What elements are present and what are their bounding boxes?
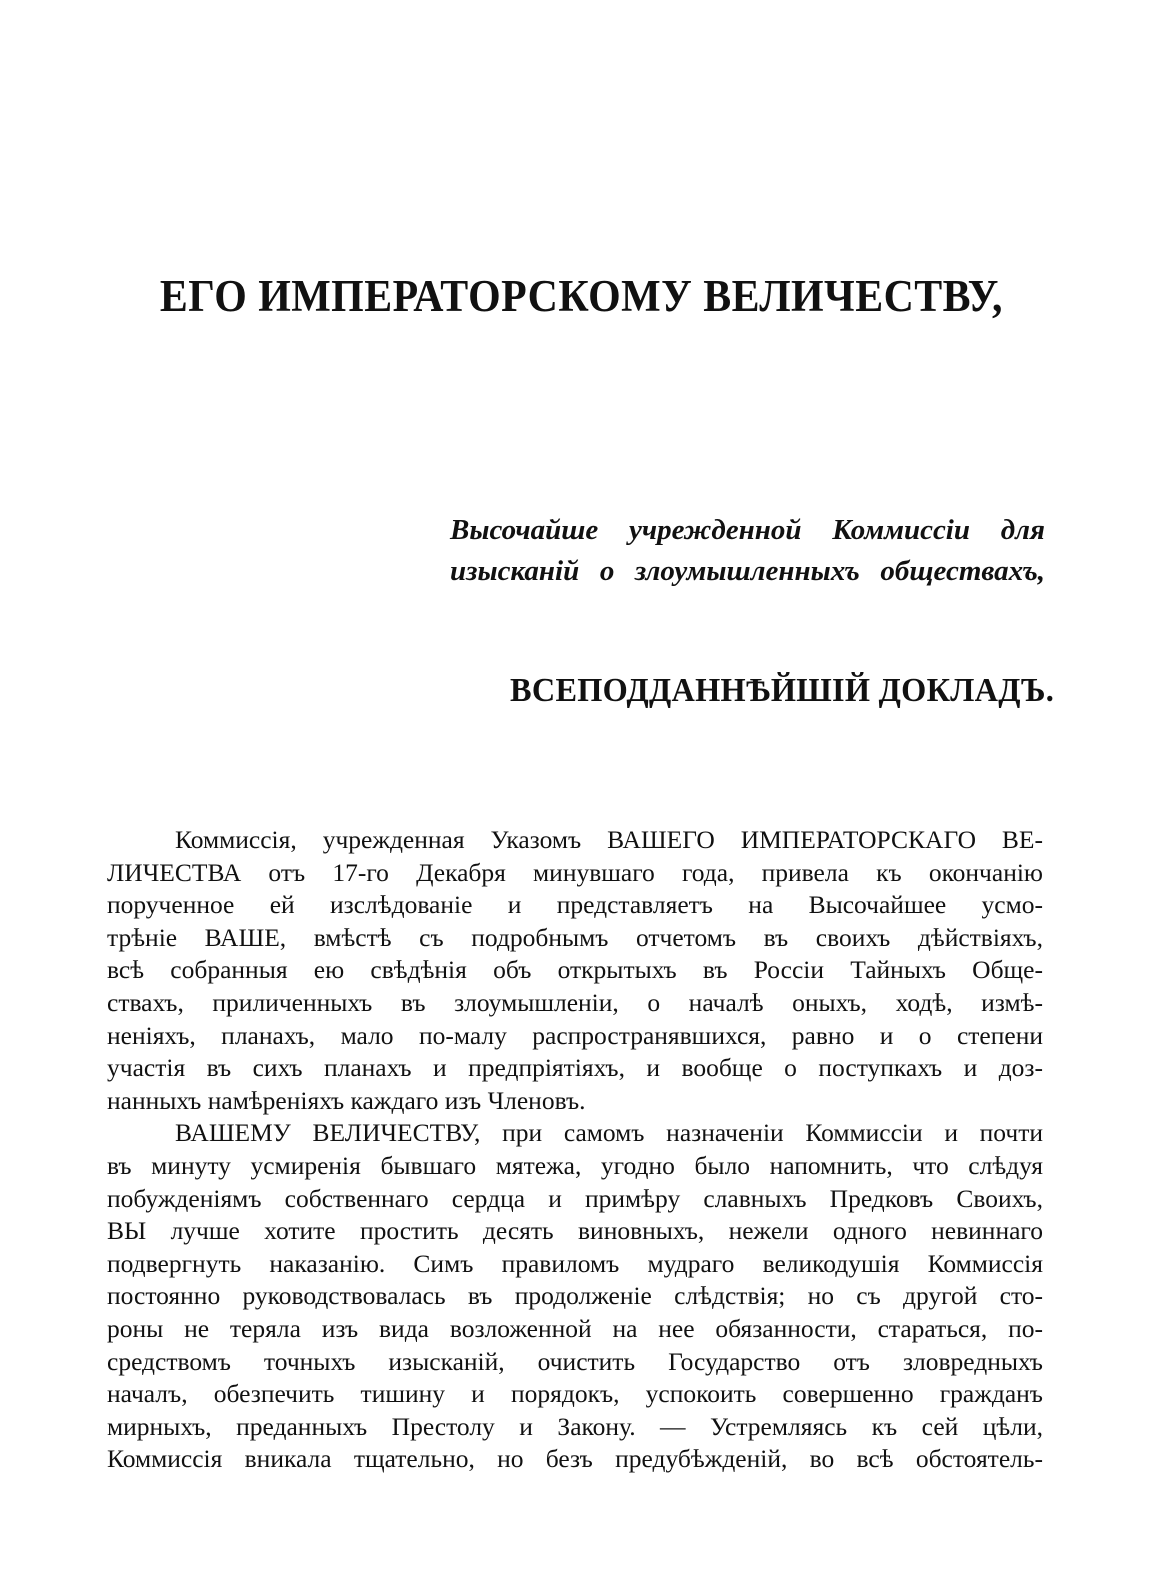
paragraph-1-line: ствахъ, приличенныхъ въ злоумышленіи, о началѣ оныхъ, ходѣ, измѣ-: [107, 987, 1043, 1017]
dedication-heading: ЕГО ИМПЕРАТОРСКОМУ ВЕЛИЧЕСТВУ,: [159, 271, 1003, 321]
paragraph-2-line: Коммиссія вникала тщательно, но безъ предубѣжденій, во всѣ обстоятель-: [107, 1444, 1043, 1474]
report-title: ВСЕПОДДАННѢЙШІЙ ДОКЛАДЪ.: [510, 672, 1055, 709]
paragraph-1-line: Коммиссія, учрежденная Указомъ ВАШЕГО ИМПЕРАТОРСКАГО ВЕ-: [175, 825, 1043, 854]
commission-line-2: изысканій о злоумышленныхъ обществахъ,: [450, 555, 1045, 587]
paragraph-2-line: ВАШЕМУ ВЕЛИЧЕСТВУ, при самомъ назначеніи Коммиссіи и почти: [175, 1118, 1043, 1148]
body-text: [107, 824, 1043, 1476]
paragraph-1-line: нанныхъ намѣреніяхъ каждаго изъ Членовъ.: [107, 1085, 586, 1115]
paragraph-2-line: средствомъ точныхъ изысканій, очистить Государство отъ зловредныхъ: [107, 1346, 1043, 1376]
paragraph-2-line: въ минуту усмиренія бывшаго мятежа, угодно было напомнить, что слѣдуя: [107, 1150, 1043, 1180]
paragraph-2-line: подвергнуть наказанію. Симъ правиломъ мудраго великодушія Коммиссія: [107, 1248, 1043, 1278]
paragraph-2-line: побужденіямъ собственнаго сердца и примѣру славныхъ Предковъ Своихъ,: [107, 1183, 1043, 1213]
paragraph-2-line: постоянно руководствовалась въ продолженіе слѣдствія; но съ другой сто-: [107, 1281, 1043, 1311]
paragraph-1-line: трѣніе ВАШЕ, вмѣстѣ съ подробнымъ отчетомъ въ своихъ дѣйствіяхъ,: [107, 922, 1043, 952]
commission-subtitle: [450, 510, 1045, 592]
paragraph-1-line: участія въ сихъ планахъ и предпріятіяхъ, и вообще о поступкахъ и доз-: [107, 1053, 1043, 1083]
paragraph-2-line: началъ, обезпечить тишину и порядокъ, успокоить совершенно гражданъ: [107, 1379, 1043, 1409]
paragraph-1-line: ЛИЧЕСТВА отъ 17-го Декабря минувшаго года, привела къ окончанію: [107, 857, 1043, 887]
paragraph-1-line: всѣ собранныя ею свѣдѣнія объ открытыхъ въ Россіи Тайныхъ Обще-: [107, 955, 1043, 985]
paragraph-1-line: порученное ей изслѣдованіе и представляетъ на Высочайшее усмо-: [107, 890, 1043, 920]
paragraph-2-line: роны не теряла изъ вида возложенной на нее обязанности, стараться, по-: [107, 1313, 1043, 1343]
paragraph-2-line: ВЫ лучше хотите простить десять виновныхъ, нежели одного невиннаго: [107, 1216, 1043, 1246]
paragraph-1-line: неніяхъ, планахъ, мало по-малу распространявшихся, равно и о степени: [107, 1020, 1043, 1050]
commission-line-1: Высочайше учрежденной Коммиссіи для: [450, 514, 1045, 546]
paragraph-2-line: мирныхъ, преданныхъ Престолу и Закону. — Устремляясь къ сей цѣли,: [107, 1411, 1043, 1441]
